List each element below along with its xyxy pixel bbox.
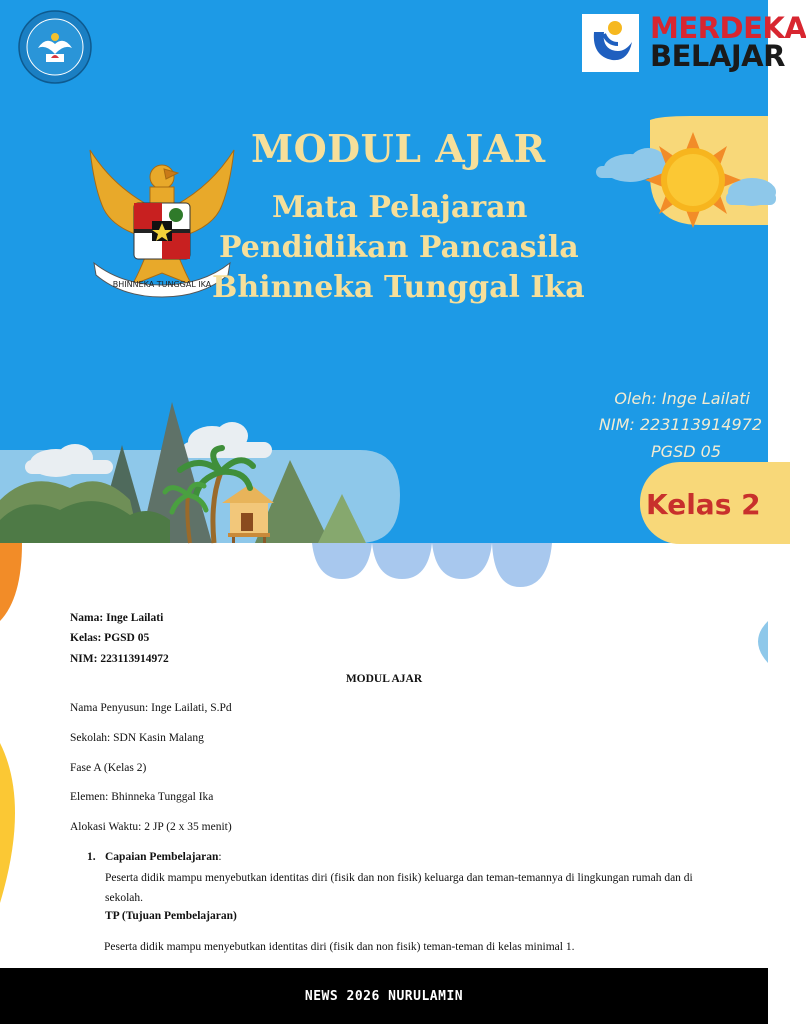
doc-nim: NIM: 223113914972 <box>70 653 169 665</box>
blue-arc <box>758 621 768 663</box>
section-1-number: 1. <box>87 851 96 863</box>
section-1-text: Peserta didik mampu menyebutkan identitas diri (fisik dan non fisik) keluarga dan teman-temannya di lingkungan rumah dan di sekolah. <box>105 872 693 904</box>
cover-author-class: PGSD 05 <box>651 442 721 461</box>
cover-author-nim: NIM: 223113914972 <box>598 415 762 434</box>
merdeka-belajar-wordmark <box>650 11 806 73</box>
belajar-word: BELAJAR <box>650 39 785 73</box>
tp-text: Peserta didik mampu menyebutkan identitas diri (fisik dan non fisik) teman-teman di kelas minimal 1. <box>104 941 575 953</box>
kelas-label: Kelas 2 <box>646 488 761 521</box>
cover-subtitle-line-2: Pendidikan Pancasila <box>219 230 579 265</box>
merdeka-word: MERDEKA <box>650 11 806 45</box>
yellow-arc <box>0 743 15 903</box>
footer-bar <box>0 968 768 1024</box>
garuda-shield <box>134 203 190 259</box>
scallop-decoration <box>312 543 552 587</box>
doc-sekolah: Sekolah: SDN Kasin Malang <box>70 732 204 744</box>
garuda-ribbon-text: BHINNEKA TUNGGAL IKA <box>112 280 212 289</box>
section-1-heading <box>105 851 222 863</box>
cover-author-name: Oleh: Inge Lailati <box>614 389 750 408</box>
tut-wuri-handayani-logo <box>18 10 92 84</box>
merdeka-belajar-icon <box>582 14 639 72</box>
landscape <box>0 402 400 543</box>
doc-alokasi: Alokasi Waktu: 2 JP (2 x 35 menit) <box>70 821 232 833</box>
doc-fase: Fase A (Kelas 2) <box>70 762 147 774</box>
cover-subtitle-line-3: Bhinneka Tunggal Ika <box>212 270 585 305</box>
doc-nama: Nama: Inge Lailati <box>70 612 164 624</box>
footer-text: NEWS 2026 NURULAMIN <box>304 989 464 1004</box>
orange-arc <box>0 543 22 621</box>
doc-elemen: Elemen: Bhinneka Tunggal Ika <box>70 791 214 803</box>
merdeka-belajar-logo <box>582 11 806 74</box>
doc-kelas: Kelas: PGSD 05 <box>70 632 150 644</box>
cover-title: MODUL AJAR <box>251 126 546 171</box>
section-1-colon: : <box>218 851 222 863</box>
doc-nama-penyusun: Nama Penyusun: Inge Lailati, S.Pd <box>70 702 232 714</box>
doc-heading: MODUL AJAR <box>345 673 423 685</box>
cover-subtitle-line-1: Mata Pelajaran <box>272 190 528 225</box>
section-1-title: Capaian Pembelajaran <box>105 851 219 863</box>
tp-title: TP (Tujuan Pembelajaran) <box>105 910 237 922</box>
